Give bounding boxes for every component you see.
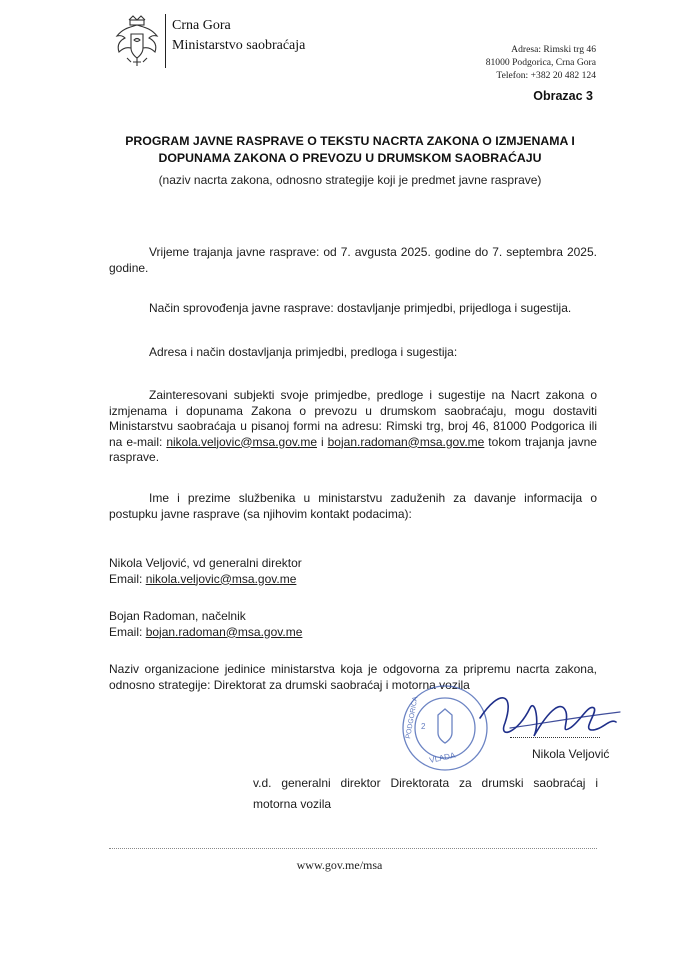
title-line-1: PROGRAM JAVNE RASPRAVE O TEKSTU NACRTA ZAKONA O IZMJENAMA I bbox=[125, 134, 575, 148]
contact-name: Bojan Radoman, načelnik bbox=[109, 609, 246, 623]
contact-email-link[interactable]: bojan.radoman@msa.gov.me bbox=[145, 624, 303, 639]
handwritten-signature bbox=[470, 678, 630, 758]
contact-entry bbox=[109, 609, 597, 640]
footer-divider bbox=[109, 848, 597, 849]
stamp-text-left: PODGORICA bbox=[405, 695, 420, 740]
responsible-unit-paragraph: Naziv organizacione jedinice ministarstva koja je odgovorna za pripremu nacrta zakona, odnosno strategije: Direktorat za drumski saobraćaj i motorna vozila bbox=[109, 662, 597, 692]
city-line: 81000 Podgorica, Crna Gora bbox=[485, 57, 596, 68]
coat-of-arms-icon bbox=[109, 14, 161, 70]
address-heading: Adresa i način dostavljanja primjedbi, predloga i sugestija: bbox=[149, 345, 458, 359]
stamp-number: 2 bbox=[421, 722, 426, 731]
email-link-bojan[interactable]: bojan.radoman@msa.gov.me bbox=[327, 434, 485, 449]
email-link-nikola[interactable]: nikola.veljovic@msa.gov.me bbox=[166, 434, 317, 449]
signer-name: Nikola Veljović bbox=[532, 747, 610, 761]
contact-block bbox=[486, 43, 596, 82]
email-label: Email: bbox=[109, 571, 146, 586]
contact-entry bbox=[109, 556, 597, 587]
document-title bbox=[100, 133, 600, 167]
form-number: Obrazac 3 bbox=[533, 89, 593, 103]
address-line: Adresa: Rimski trg 46 bbox=[511, 44, 596, 55]
phone-line: Telefon: +382 20 482 124 bbox=[496, 70, 596, 81]
contact-email-row bbox=[109, 625, 597, 641]
signature-line bbox=[510, 737, 600, 738]
document-subtitle: (naziv nacrta zakona, odnosno strategije koji je predmet javne rasprave) bbox=[158, 173, 542, 187]
stamp-text-bottom: VLADA bbox=[428, 750, 457, 765]
email-label: Email: bbox=[109, 624, 146, 639]
contact-email-link[interactable]: nikola.veljovic@msa.gov.me bbox=[145, 571, 297, 586]
method-paragraph: Način sprovođenja javne rasprave: dostavljanje primjedbi, prijedloga i sugestija. bbox=[149, 301, 572, 315]
contact-name: Nikola Veljović, vd generalni direktor bbox=[109, 556, 302, 570]
title-line-2: DOPUNAMA ZAKONA O PREVOZU U DRUMSKOM SAOBRAĆAJU bbox=[158, 151, 542, 165]
country-name: Crna Gora bbox=[172, 18, 231, 33]
submission-connector: i bbox=[317, 434, 328, 449]
ministry-header bbox=[172, 16, 305, 56]
duration-paragraph: Vrijeme trajanja javne rasprave: od 7. avgusta 2025. godine do 7. septembra 2025. godine. bbox=[109, 245, 597, 275]
signer-title: v.d. generalni direktor Direktorata za drumski saobraćaj i motorna vozila bbox=[253, 776, 598, 811]
header-divider bbox=[165, 14, 166, 68]
submission-text: Zainteresovani subjekti svoje primjedbe, predloge i sugestije na Nacrt zakona o izmjenama i dopunama Zakona o prevozu u drumskom saobraćaju, mogu dostaviti Ministarstvu saobraćaja u pisanoj formi na adresu: Rimski trg, broj 46, 81000 Podgorica ili na e-mail: bbox=[109, 388, 597, 449]
contact-email-row bbox=[109, 572, 597, 588]
footer-website-link[interactable]: www.gov.me/msa bbox=[296, 858, 383, 872]
submission-paragraph bbox=[109, 388, 597, 466]
submission-end: tokom trajanja javne rasprave. bbox=[109, 434, 597, 464]
ministry-name: Ministarstvo saobraćaja bbox=[172, 38, 306, 53]
officials-heading: Ime i prezime službenika u ministarstvu zaduženih za davanje informacija o postupku javne rasprave (sa njihovim kontakt podacima): bbox=[109, 491, 597, 521]
